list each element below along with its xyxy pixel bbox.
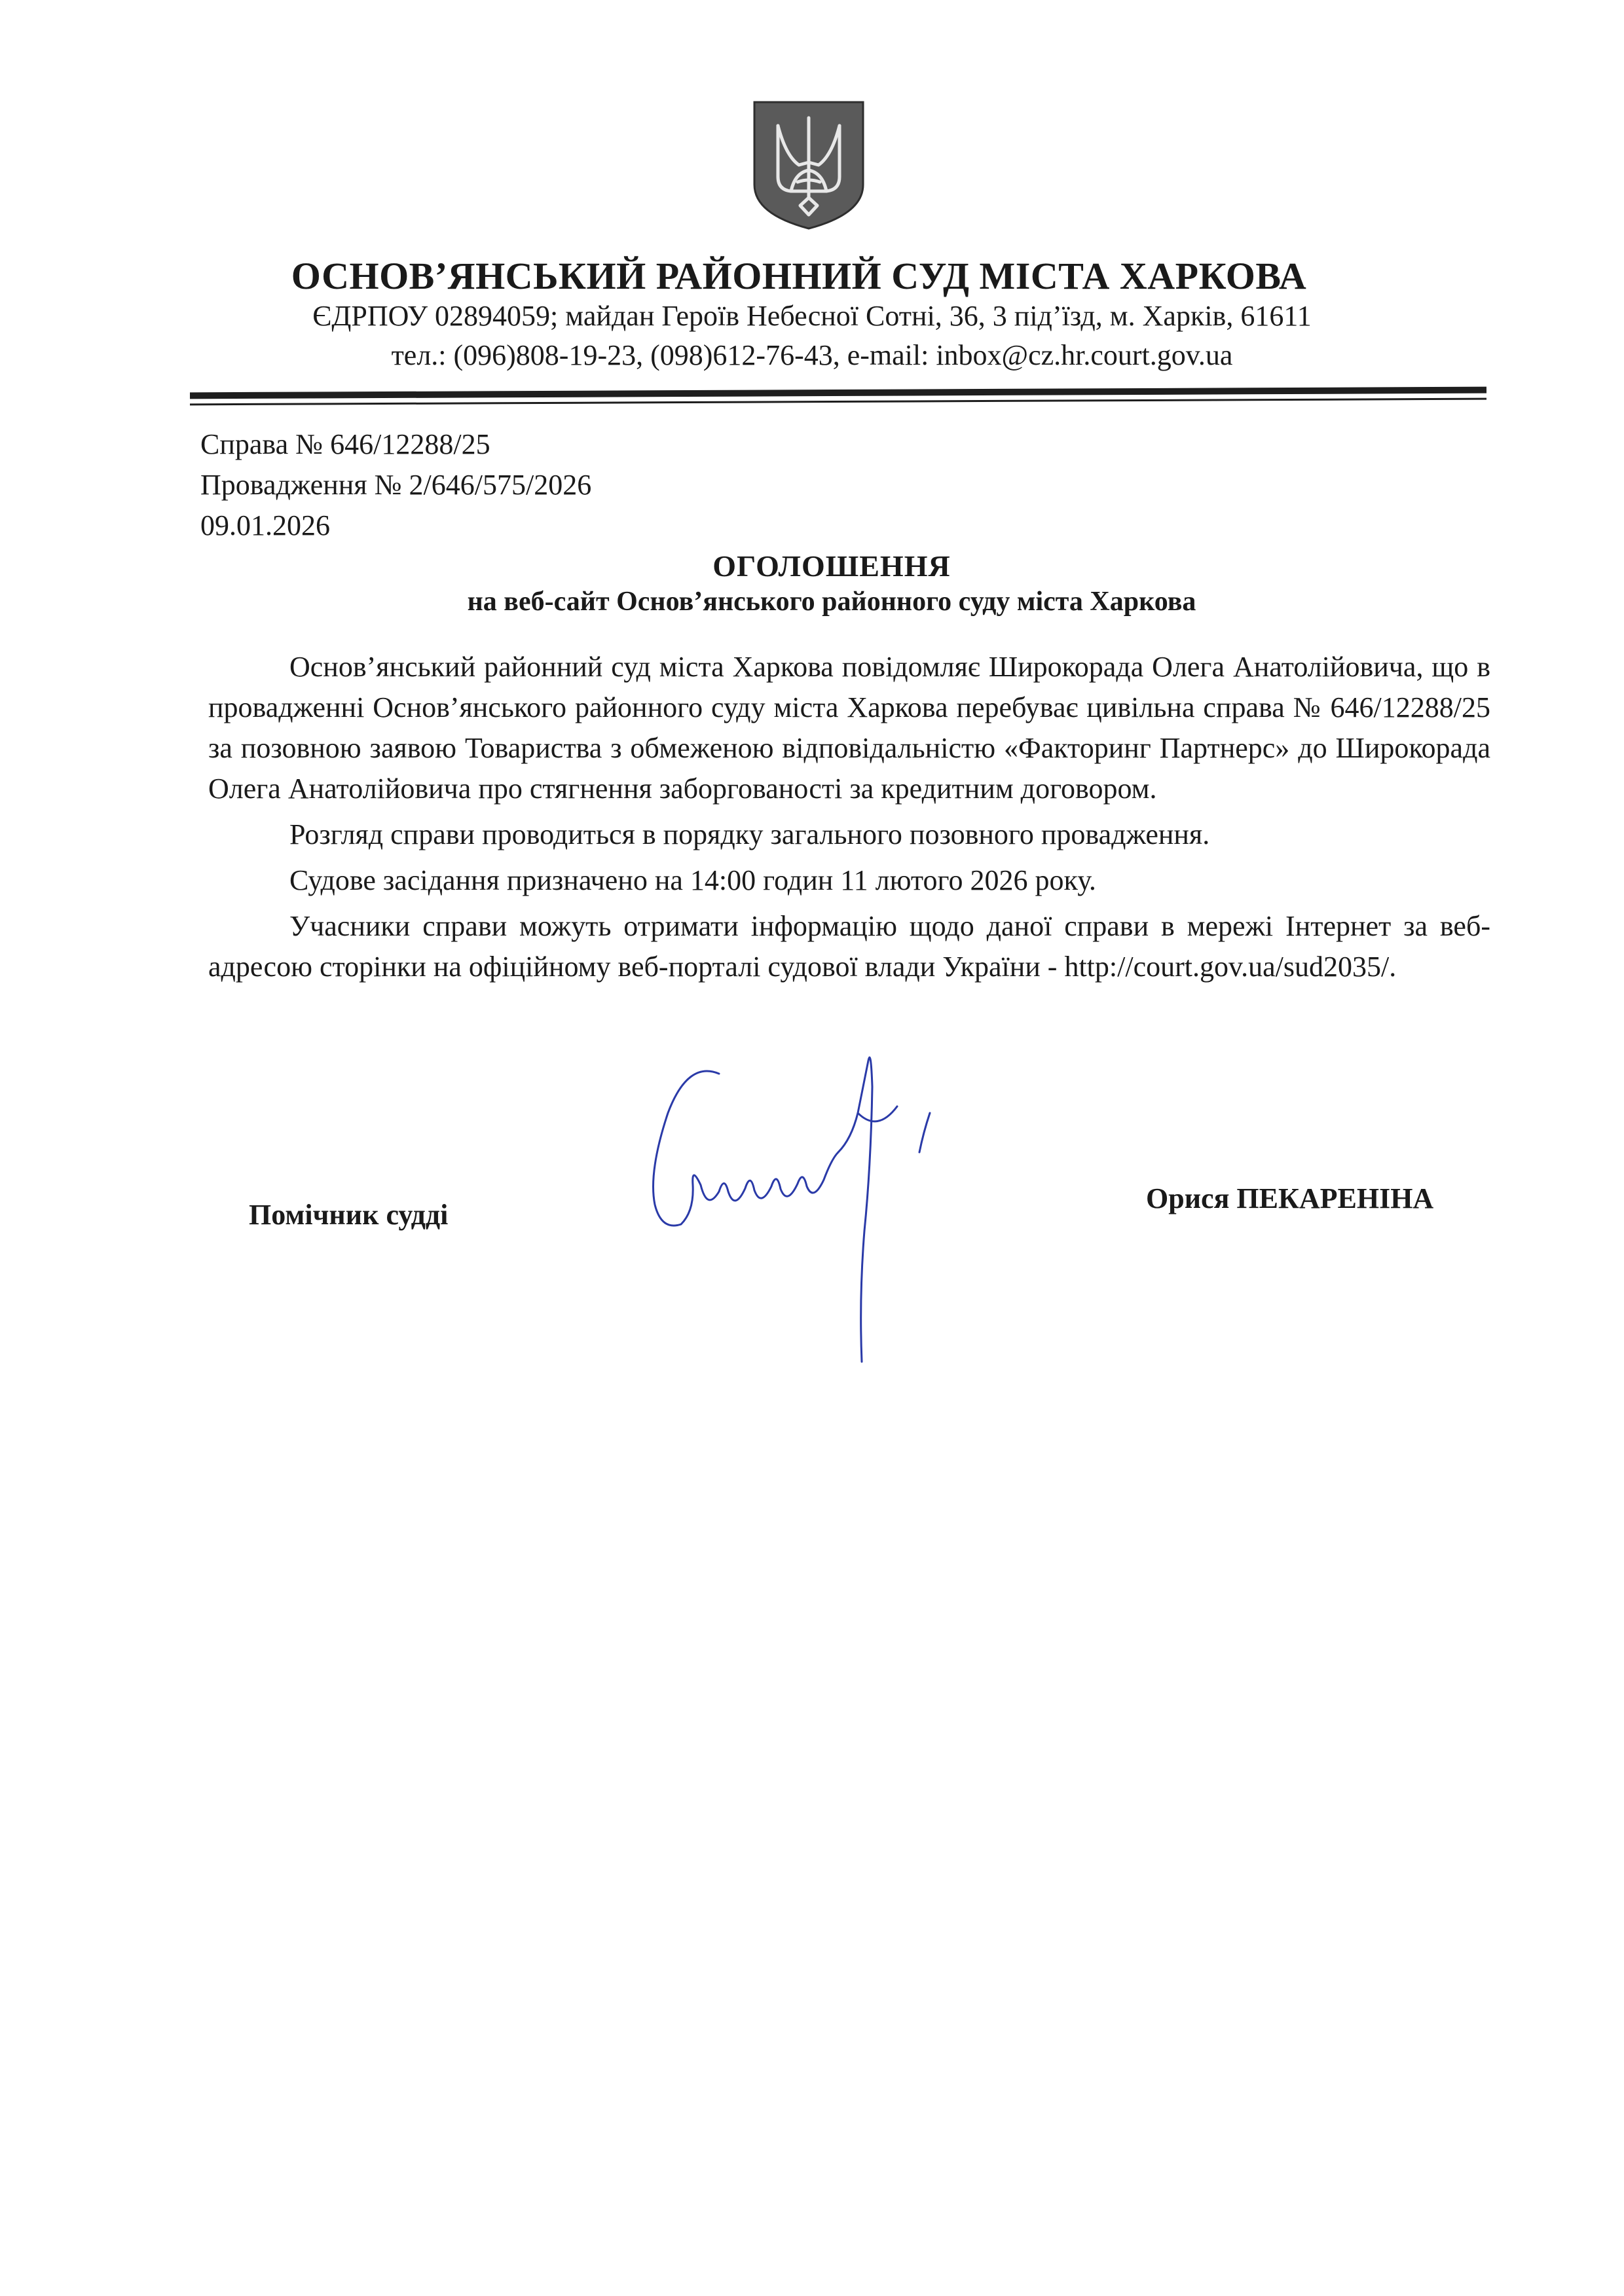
- paragraph-procedure: Розгляд справи проводиться в порядку загального позовного провадження.: [289, 818, 1210, 850]
- paragraph-hearing: Судове засідання призначено на 14:00 годин 11 лютого 2026 року.: [289, 864, 1096, 896]
- announcement-subtitle: на веб-сайт Основ’янського районного суду міста Харкова: [467, 587, 1196, 617]
- case-info: [200, 424, 591, 546]
- signer-role: Помічник судді: [249, 1199, 449, 1231]
- case-number: Справа № 646/12288/25: [200, 428, 490, 460]
- proceeding-number: Провадження № 2/646/575/2026: [200, 469, 592, 501]
- announcement-title: ОГОЛОШЕННЯ: [712, 549, 951, 583]
- paragraph-notice: Основ’янський районний суд міста Харкова повідомляє Широкорада Олега Анатолійовича, що в провадженні Основ’янського районного суду міста Харкова перебуває цивільна справа № 646/12288/25 за позовною заявою Товариства з обмеженою відповідальністю «Факторинг Партнерс» до Широкорада Олега Анатолійовича про стягнення заборгованості за кредитним договором.: [208, 651, 1490, 805]
- trident-coat-of-arms-icon: [752, 100, 866, 230]
- court-contacts: тел.: (096)808-19-23, (098)612-76-43, e-mail: inbox@cz.hr.court.gov.ua: [391, 339, 1233, 371]
- handwritten-signature-icon: [642, 1034, 1008, 1375]
- announcement-body: [208, 647, 1490, 987]
- paragraph-online-info: Учасники справи можуть отримати інформацію щодо даної справи в мережі Інтернет за веб-адресою сторінки на офіційному веб-порталі судової влади України - http://court.gov.ua/sud2035/.: [208, 910, 1490, 983]
- header-divider-thin: [190, 398, 1486, 406]
- court-name: ОСНОВ’ЯНСЬКИЙ РАЙОННИЙ СУД МІСТА ХАРКОВА: [291, 255, 1307, 297]
- document-date: 09.01.2026: [200, 509, 330, 541]
- header-divider-thick: [190, 387, 1486, 399]
- court-address: ЄДРПОУ 02894059; майдан Героїв Небесної Сотні, 36, 3 під’їзд, м. Харків, 61611: [312, 300, 1312, 332]
- signer-name: Орися ПЕКАРЕНІНА: [1146, 1182, 1434, 1214]
